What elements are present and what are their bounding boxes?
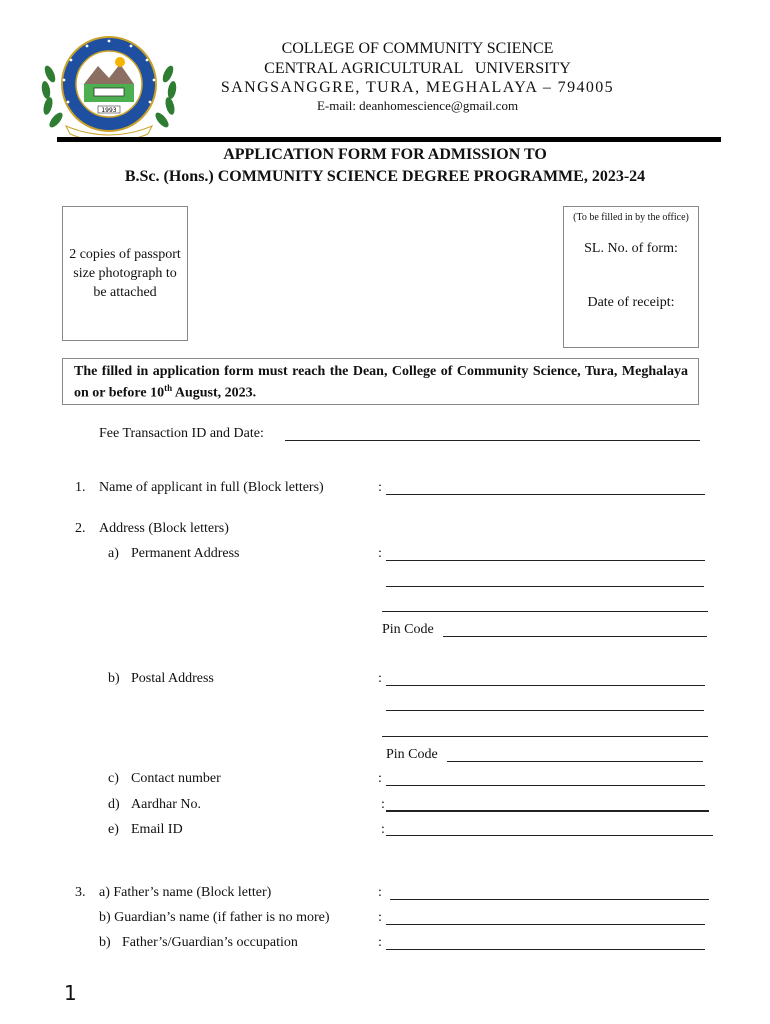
colon: :	[378, 546, 382, 561]
university-name: CENTRAL AGRICULTURAL UNIVERSITY	[264, 60, 571, 77]
postal-pin-field[interactable]	[447, 761, 703, 762]
svg-text:1993: 1993	[101, 107, 117, 114]
colon: :	[378, 885, 382, 900]
postal-address-line-3[interactable]	[382, 736, 708, 737]
form-subtitle: B.Sc. (Hons.) COMMUNITY SCIENCE DEGREE PROGRAMME, 2023-24	[124, 168, 646, 185]
aadhar-field[interactable]	[386, 810, 709, 812]
college-address: SANGSANGGRE, TURA, MEGHALAYA – 794005	[220, 79, 615, 96]
permanent-address-label: Permanent Address	[131, 546, 240, 561]
photo-box	[62, 206, 188, 341]
guardian-name-label: b) Guardian’s name (if father is no more)	[99, 910, 330, 925]
father-name-label: a) Father’s name (Block letter)	[99, 885, 272, 900]
guardian-name-field[interactable]	[386, 924, 705, 925]
permanent-pin-label: Pin Code	[382, 622, 434, 637]
office-use-box	[563, 206, 699, 348]
permanent-address-line-1[interactable]	[386, 560, 705, 561]
email-label: Email ID	[131, 822, 183, 837]
page-number: 1	[64, 981, 77, 1005]
postal-pin-label: Pin Code	[386, 747, 438, 762]
colon: :	[381, 797, 385, 812]
office-note: (To be filled in by the office)	[573, 212, 689, 223]
colon: :	[378, 480, 382, 495]
q2d-number: d)	[108, 797, 120, 812]
occupation-field[interactable]	[386, 949, 705, 950]
permanent-address-line-2[interactable]	[386, 586, 704, 587]
submission-notice	[62, 358, 699, 405]
notice-sup: th	[164, 383, 173, 393]
q1-number: 1.	[75, 480, 86, 495]
permanent-pin-field[interactable]	[443, 636, 707, 637]
email-field[interactable]	[386, 835, 713, 836]
applicant-name-field[interactable]	[386, 494, 705, 495]
postal-address-line-2[interactable]	[386, 710, 704, 711]
colon: :	[378, 910, 382, 925]
colon: :	[378, 771, 382, 786]
fee-transaction-field[interactable]	[285, 440, 700, 441]
photo-box-text: 2 copies of passport size photograph to be attached	[69, 247, 181, 300]
college-email: E-mail: deanhomescience@gmail.com	[316, 98, 519, 113]
q2b-number: b)	[108, 671, 120, 686]
occupation-label: Father’s/Guardian’s occupation	[122, 935, 298, 950]
fee-transaction-label: Fee Transaction ID and Date:	[99, 426, 264, 441]
colon: :	[381, 822, 385, 837]
postal-address-label: Postal Address	[131, 671, 214, 686]
father-name-field[interactable]	[390, 899, 709, 900]
q3-number: 3.	[75, 885, 86, 900]
colon: :	[378, 935, 382, 950]
form-title: APPLICATION FORM FOR ADMISSION TO	[223, 146, 547, 163]
contact-number-field[interactable]	[386, 785, 705, 786]
applicant-name-label: Name of applicant in full (Block letters)	[99, 480, 324, 495]
permanent-address-line-3[interactable]	[382, 611, 708, 612]
date-of-receipt-label: Date of receipt:	[587, 295, 675, 310]
q2a-number: a)	[108, 546, 119, 561]
q2e-number: e)	[108, 822, 119, 837]
serial-number-label: SL. No. of form:	[584, 241, 678, 256]
header-divider	[57, 137, 721, 142]
contact-number-label: Contact number	[131, 771, 221, 786]
q2-number: 2.	[75, 521, 86, 536]
q2c-number: c)	[108, 771, 119, 786]
address-label: Address (Block letters)	[99, 521, 229, 536]
q3c-number: b)	[99, 935, 111, 950]
notice-text: The filled in application form must reach the Dean, College of Community Science, Tura, Meghalaya on or before 10	[74, 364, 688, 401]
college-name: COLLEGE OF COMMUNITY SCIENCE	[281, 40, 554, 57]
colon: :	[378, 671, 382, 686]
aadhar-label: Aardhar No.	[131, 797, 201, 812]
notice-text-end: August, 2023.	[172, 385, 257, 401]
postal-address-line-1[interactable]	[386, 685, 705, 686]
